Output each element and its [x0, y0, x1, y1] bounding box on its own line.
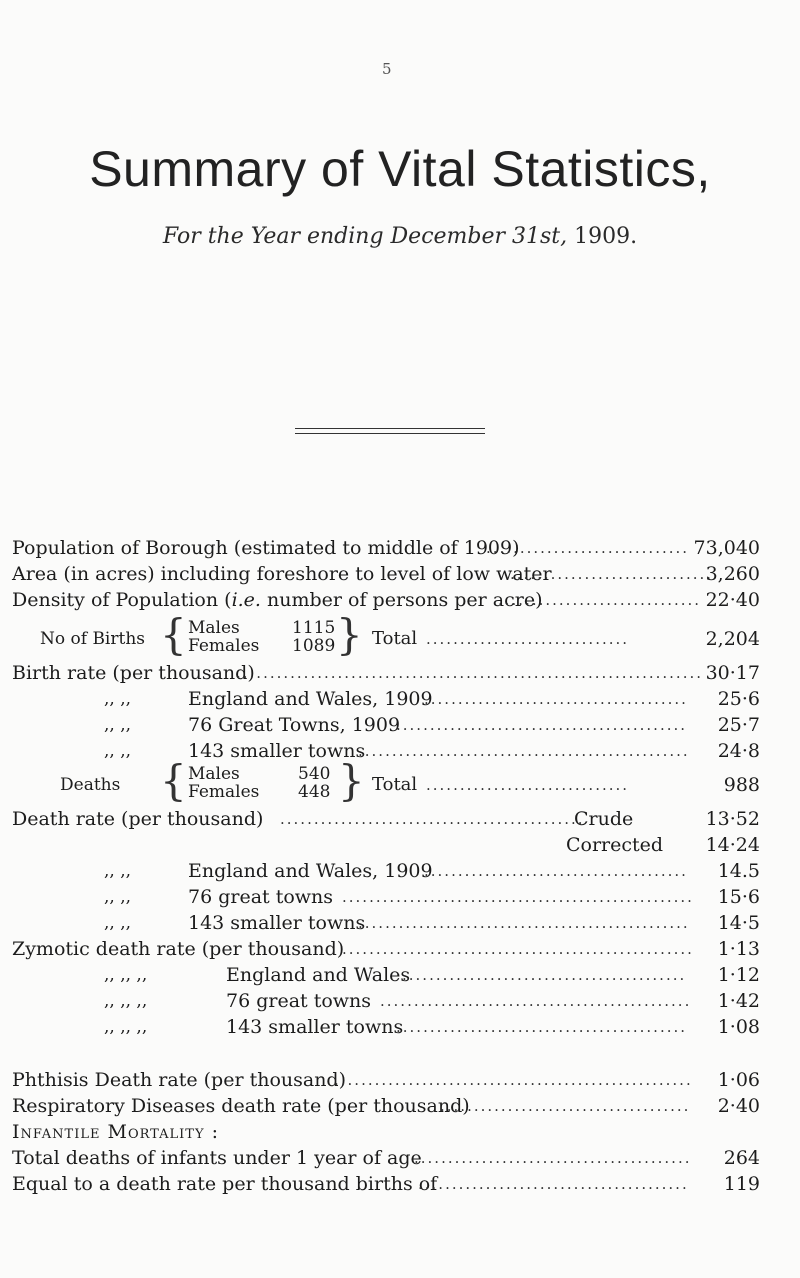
zymotic-ew-value: 1·12: [717, 964, 760, 986]
birth-76-value: 25·7: [717, 714, 760, 736]
row-death-76: [0, 884, 800, 910]
ditto-mark: ,, ,,: [104, 741, 132, 761]
row-density: [0, 587, 800, 613]
row-zymotic-ew: [0, 962, 800, 988]
ditto-mark: ,, ,,: [104, 913, 132, 933]
row-respiratory: [0, 1093, 800, 1119]
leader-dots: .................................................: [358, 914, 690, 932]
respiratory-value: 2·40: [717, 1095, 760, 1117]
birth-ew-label: England and Wales, 1909: [188, 688, 433, 710]
death-ew-value: 14.5: [717, 860, 760, 882]
row-zymotic: [0, 936, 800, 962]
phthisis-value: 1·06: [717, 1069, 760, 1091]
ditto-mark: ,, ,, ,,: [104, 991, 148, 1011]
population-value: 73,040: [693, 537, 760, 559]
page-title: Summary of Vital Statistics,: [89, 141, 711, 197]
density-label: [12, 587, 542, 613]
leader-dots: .....................................: [440, 1097, 691, 1115]
death-143-label: 143 smaller towns: [188, 912, 366, 934]
death-76-value: 15·6: [717, 886, 760, 908]
infant-deaths-value: 264: [723, 1147, 760, 1169]
brace-left: {: [160, 610, 187, 659]
ditto-mark: ,, ,, ,,: [104, 965, 148, 985]
row-zymotic-143: [0, 1014, 800, 1040]
death-76-label: 76 great towns: [188, 886, 334, 908]
leader-dots: ...........................................: [396, 716, 688, 734]
leader-dots: ...........................................: [396, 1018, 688, 1036]
density-value: 22·40: [705, 589, 760, 611]
subtitle-year: 1909.: [574, 224, 638, 249]
row-area: [0, 561, 800, 587]
area-value: 3,260: [705, 563, 760, 585]
row-infant-rate: [0, 1171, 800, 1197]
row-zymotic-76: [0, 988, 800, 1014]
birth-rate-label: Birth rate (per thousand): [12, 662, 255, 684]
infant-rate-label: Equal to a death rate per thousand births of: [12, 1173, 438, 1195]
leader-dots: ....................................................: [342, 888, 694, 906]
births-females-value: 1089: [292, 636, 336, 656]
leader-dots: .................................................: [358, 742, 690, 760]
crude-label: Crude: [574, 808, 634, 830]
brace-left: {: [160, 756, 187, 805]
row-infantile-heading: [0, 1119, 800, 1145]
leader-dots: ..............................: [510, 565, 714, 583]
leader-dots: ..............................: [486, 539, 690, 557]
leader-dots: ..........................................: [402, 966, 687, 984]
ditto-mark: ,, ,, ,,: [104, 1017, 148, 1037]
zymotic-label: Zymotic death rate (per thousand): [12, 938, 345, 960]
leader-dots: ..............................: [498, 591, 702, 609]
infantile-heading: Infantile Mortality :: [12, 1121, 219, 1143]
leader-dots: ........................................: [418, 1175, 689, 1193]
birth-ew-value: 25·6: [717, 688, 760, 710]
corrected-label: Corrected: [566, 834, 664, 856]
leader-dots: .....................................................................: [236, 664, 703, 682]
births-label: No of Births: [40, 629, 146, 649]
row-phthisis: [0, 1067, 800, 1093]
deaths-females-label: Females: [188, 782, 260, 802]
zymotic-143-value: 1·08: [717, 1016, 760, 1038]
divider-rule-top: [295, 428, 485, 429]
row-birth-ew: [0, 686, 800, 712]
deaths-females-value: 448: [298, 782, 331, 802]
brace-right: }: [336, 610, 363, 659]
zymotic-76-value: 1·42: [717, 990, 760, 1012]
death-rate-corrected-value: 14·24: [705, 834, 760, 856]
row-death-ew: [0, 858, 800, 884]
row-death-rate: [0, 806, 800, 832]
births-females-label: Females: [188, 636, 260, 656]
death-143-value: 14·5: [717, 912, 760, 934]
zymotic-value: 1·13: [717, 938, 760, 960]
page-number: 5: [382, 60, 392, 78]
death-rate-crude-value: 13·52: [705, 808, 760, 830]
leader-dots: ..............................: [426, 776, 630, 794]
divider-rule-bottom: [295, 433, 485, 434]
population-label: Population of Borough (estimated to middle of 1909): [12, 537, 520, 559]
leader-dots: ..............................: [426, 630, 630, 648]
death-rate-label: Death rate (per thousand): [12, 808, 264, 830]
births-total-label: Total: [372, 628, 418, 649]
ditto-mark: ,, ,,: [104, 715, 132, 735]
deaths-total-label: Total: [372, 774, 418, 795]
birth-143-label: 143 smaller towns: [188, 740, 366, 762]
zymotic-76-label: 76 great towns: [226, 990, 372, 1012]
leader-dots: .....................................................: [334, 1071, 693, 1089]
zymotic-ew-label: England and Wales: [226, 964, 411, 986]
density-label-pre: Density of Population (: [12, 589, 232, 611]
area-label: Area (in acres) including foreshore to level of low water: [12, 563, 552, 585]
row-birth-76: [0, 712, 800, 738]
phthisis-label: Phthisis Death rate (per thousand): [12, 1069, 347, 1091]
births-value: 2,204: [705, 628, 760, 650]
deaths-males-label: Males: [188, 764, 240, 784]
row-deaths: [0, 756, 800, 805]
deaths-males-value: 540: [298, 764, 331, 784]
ditto-mark: ,, ,,: [104, 887, 132, 907]
ditto-mark: ,, ,,: [104, 689, 132, 709]
row-population: [0, 535, 800, 561]
row-death-143: [0, 910, 800, 936]
death-ew-label: England and Wales, 1909: [188, 860, 433, 882]
respiratory-label: Respiratory Diseases death rate (per thousand): [12, 1095, 470, 1117]
brace-right: }: [338, 756, 365, 805]
row-births: [0, 610, 800, 659]
infant-deaths-label: Total deaths of infants under 1 year of age: [12, 1147, 422, 1169]
density-label-ie: i.e.: [231, 589, 261, 611]
density-label-post: number of persons per acre): [260, 589, 543, 611]
birth-rate-value: 30·17: [705, 662, 760, 684]
birth-143-value: 24·8: [717, 740, 760, 762]
leader-dots: .......................................: [424, 690, 688, 708]
deaths-value: 988: [723, 774, 760, 796]
leader-dots: .......................................: [424, 862, 688, 880]
zymotic-143-label: 143 smaller towns: [226, 1016, 404, 1038]
births-males-value: 1115: [292, 618, 336, 638]
row-infant-deaths: [0, 1145, 800, 1171]
ditto-mark: ,, ,,: [104, 861, 132, 881]
leader-dots: ....................................................: [342, 940, 694, 958]
subtitle-text: For the Year ending December 31st,: [162, 224, 575, 249]
row-birth-143: [0, 738, 800, 764]
birth-76-label: 76 Great Towns, 1909: [188, 714, 401, 736]
row-birth-rate: [0, 660, 800, 686]
leader-dots: .........................................: [414, 1149, 692, 1167]
leader-dots: .............................................: [280, 810, 585, 828]
deaths-label: Deaths: [60, 775, 121, 795]
row-death-corrected: [0, 832, 800, 858]
leader-dots: ..............................................: [380, 992, 692, 1010]
births-males-label: Males: [188, 618, 240, 638]
infant-rate-value: 119: [723, 1173, 760, 1195]
subtitle: [0, 224, 800, 249]
